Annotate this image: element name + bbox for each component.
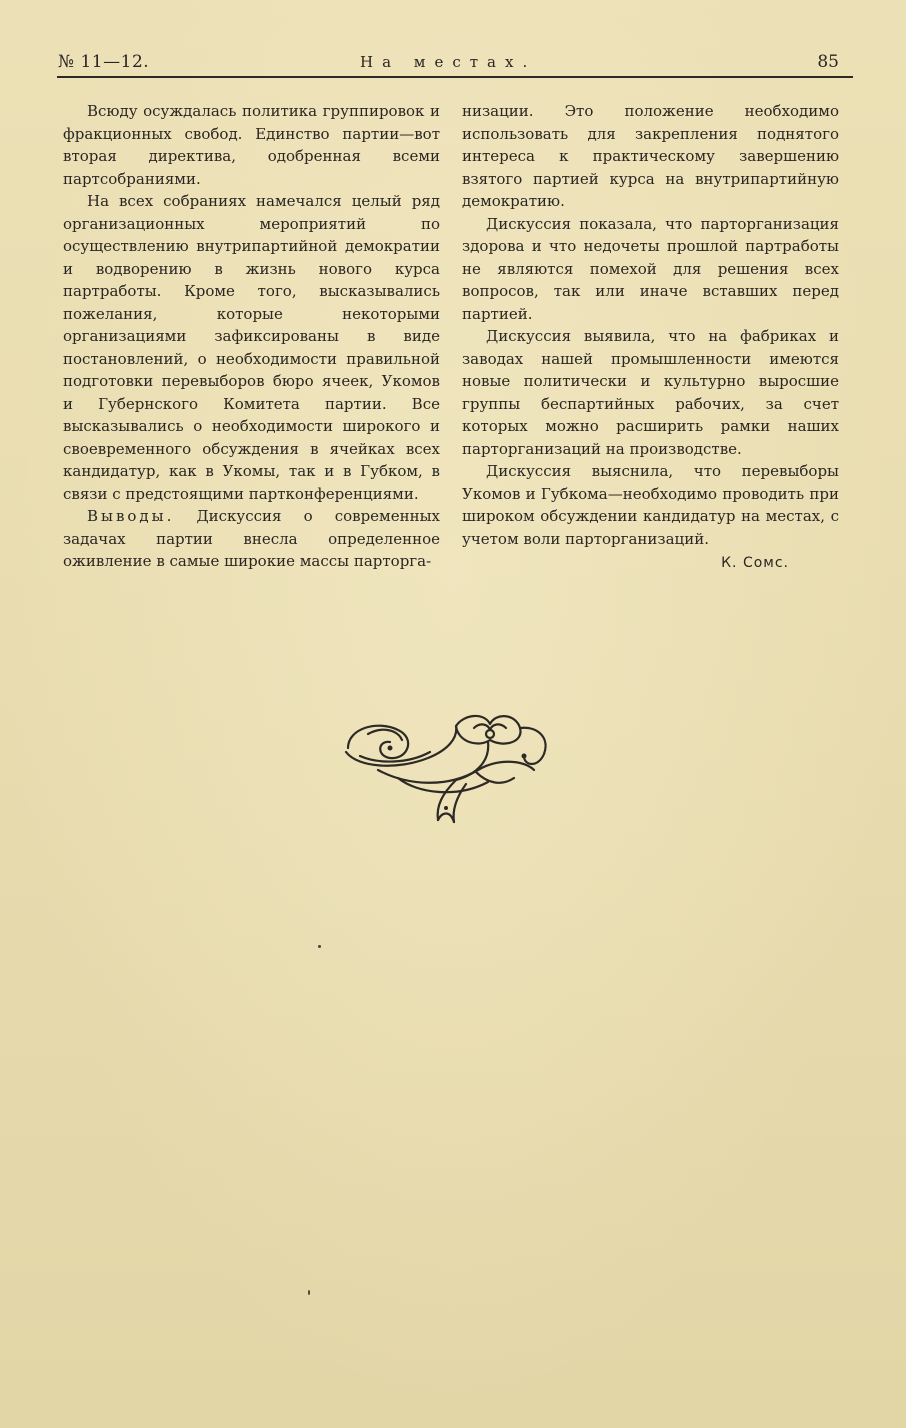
conclusions-heading: Выводы. [87,507,175,525]
paragraph: Дискуссия выявила, что на фабриках и заводах нашей промышленности имеются новые политически и культурно выросшие группы беспартийных рабочих, за счет которых можно расширить рамки наших парторганизаций на производстве. [462,327,839,458]
author-signature: К. Сомс. [721,555,789,571]
paragraph: Дискуссия показала, что парторганизация здорова и что недочеты прошлой партработы не являются помехой для решения всех вопросов, так или иначе вставших перед партией. [462,214,839,323]
issue-number: № 11—12. [58,52,150,72]
paragraph: На всех собраниях намечался целый ряд организационных мероприятий по осуществлению внутрипартийной демократии и водворению в жизнь нового курса партработы. Кроме того, высказывались пожелания, которые некоторыми организациями зафиксированы в виде постановлений, о необходимости правильной подготовки перевыборов бюро ячеек, Укомов и Губернского Комитета партии. Все высказывались о необходимости широкого и своевременного обсуждения в ячейках всех кандидатур, как в Укомы, так и в Губком, в связи с предстоящими партконференциями. [63,192,440,503]
left-column [63,100,440,573]
right-column [462,100,839,575]
print-speck [308,1290,310,1295]
art-nouveau-ornament [338,708,558,828]
paragraph: Всюду осуждалась политика группировок и фракционных свобод. Единство партии—вот вторая директива, одобренная всеми партсобраниями. [63,102,440,188]
header-rule [57,76,853,78]
paragraph: низации. Это положение необходимо использовать для закрепления поднятого интереса к практическому завершению взятого партией курса на внутрипартийную демократию. [462,102,839,210]
print-speck [318,945,321,948]
page-number: 85 [817,52,839,72]
paragraph [63,505,440,573]
paragraph: Дискуссия выяснила, что перевыборы Укомов и Губкома—необходимо проводить при широком обсуждении кандидатур на местах, с учетом воли парторганизаций. [462,462,839,548]
running-header [58,50,853,74]
section-title: На местах. [360,53,537,71]
paragraph-text: Дискуссия о современных задачах партии внесла определенное оживление в самые широкие массы парторга- [63,507,440,570]
